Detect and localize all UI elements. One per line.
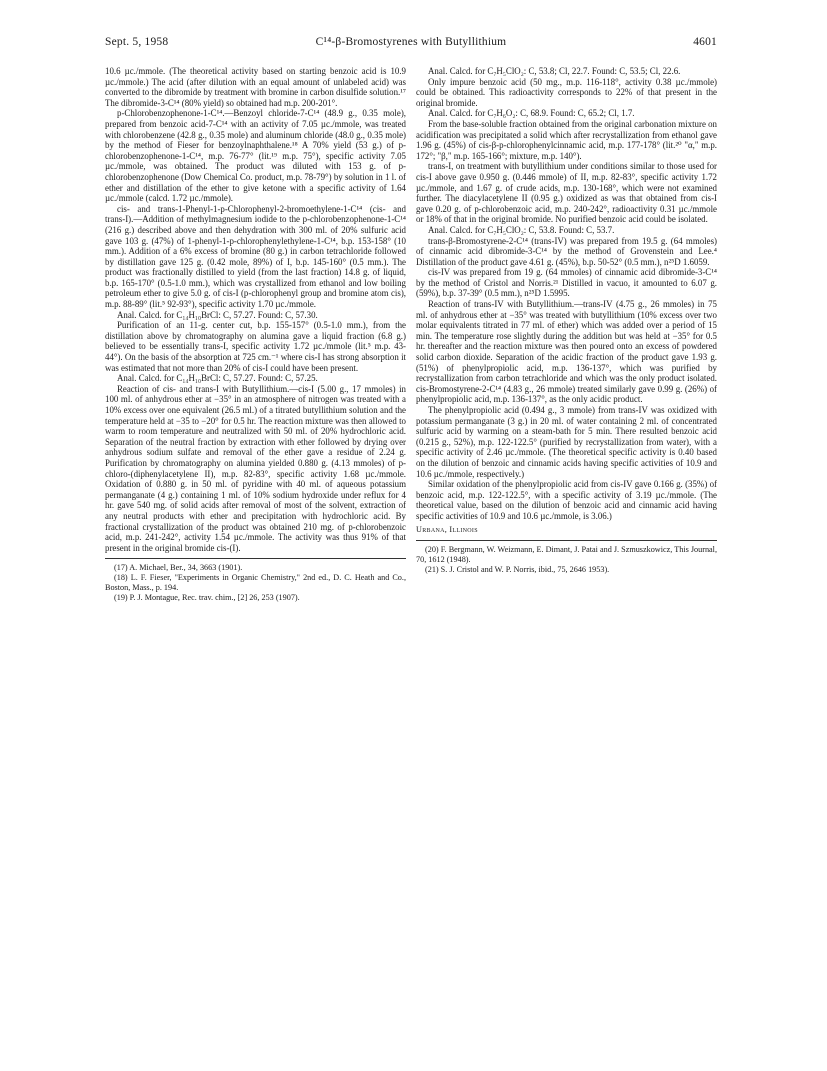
footnote-19: (19) P. J. Montague, Rec. trav. chim., [2] 26, 253 (1907). [114, 593, 300, 603]
paragraph-trans-I-treatment: trans-I, on treatment with butyllithium under conditions similar to those used for cis-I above gave 0.950 g. (0.446 mmole) of II, m.p. 82-83°, specific activity 1.72 µc./mmole, and 1.67 g. of crude acids, m.p. 130-168°, which were not examined further. The diacylacetylene II (0.95 g.) oxidized as was that obtained from cis-I gave 0.20 g. of p-chlorobenzoic acid, m.p. 240-242°, radioactivity 0.31 µc./mmole or 18% of that in the original bromide. No purified benzoic acid could be isolated. [416, 161, 717, 225]
paragraph-analysis-trans-I: Anal. Calcd. for C₁₄H₁₀BrCl: C, 57.27. Found: C, 57.25. [117, 373, 318, 384]
paragraph-phenylpropiolic-oxidation: The phenylpropiolic acid (0.494 g., 3 mmole) from trans-IV was oxidized with potassium permanganate (3 g.) in 20 ml. of water containing 2 ml. of concentrated sulfuric acid by warming on a steam-bath for 5 min. There resulted benzoic acid (0.215 g., 52%), m.p. 122-122.5° (purified by recrystallization from water), with a specific activity of 2.46 µc./mmole. (The theoretical specific activity is 0.40 based on the dilution of benzoic and cinnamic acids having specific activities of 10.9 and 10.6 µc./mmole, respectively.) [416, 405, 717, 479]
paragraph-impure-benzoic-acid: Only impure benzoic acid (50 mg., m.p. 116-118°, activity 0.38 µc./mmole) could be obtained. This radioactivity corresponds to 22% of that present in the original bromide. [416, 76, 717, 108]
paragraph-similar-oxidation: Similar oxidation of the phenylpropiolic acid from cis-IV gave 0.166 g. (35%) of benzoic acid, m.p. 122-122.5°, with a specific activity of 3.19 µc./mmole. (The theoretical value, based on the dilution of benzoic acid and cinnamic acid having specific activities of 10.9 and 10.6 µc./mmole, is 3.06.) [416, 479, 717, 521]
footnote-divider [416, 540, 717, 541]
footnote-17: (17) A. Michael, Ber., 34, 3663 (1901). [114, 563, 243, 573]
paragraph-chlorobenzophenone: p-Chlorobenzophenone-1-C¹⁴.—Benzoyl chloride-7-C¹⁴ (48.9 g., 0.35 mole), prepared from benzoic acid-7-C¹⁴ with an activity of 7.05 µc./mmole, was treated with chlorobenzene (42.8 g., 0.35 mole) and aluminum chloride (48.0 g., 0.35 mole) by the method of Fieser for benzoylnaphthalene.¹⁸ A 70% yield (53 g.) of p-chlorobenzophenone-1-C¹⁴, m.p. 76-77° (lit.¹⁹ m.p. 75°), specific activity 7.05 µc./mmole, was obtained. The product was diluted with 153 g. of p-chlorobenzophenone (Dow Chemical Co. product, m.p. 78-79°) by solution in 1 l. of ether and distillation of the ether to give ketone with a specific activity of 1.64 µc./mmole (calcd. 1.72 µc./mmole). [105, 108, 406, 204]
paragraph-analysis-cis-I: Anal. Calcd. for C₁₄H₁₀BrCl: C, 57.27. Found: C, 57.30. [117, 309, 318, 320]
left-column [105, 66, 406, 603]
paragraph-cis-IV: cis-IV was prepared from 19 g. (64 mmoles) of cinnamic acid dibromide-3-C¹⁴ by the method of Cristol and Norris.²¹ Distilled in vacuo, it amounted to 6.07 g. (59%), b.p. 37-39° (0.5 mm.), n²⁵D 1.5995. [416, 267, 717, 299]
paragraph-trans-I-purification: Purification of an 11-g. center cut, b.p. 155-157° (0.5-1.0 mm.), from the distillation above by chromatography on alumina gave a liquid fraction (6.8 g.) believed to be essentially trans-I, specific activity 1.72 µc./mmole (lit.⁵ m.p. 43-44°). On the basis of the absorption at 725 cm.⁻¹ where cis-I has strong absorption it was estimated that not more than 20% of cis-I could have been present. [105, 320, 406, 373]
signoff-location: Urbana, Illinois [416, 524, 478, 534]
paragraph-activity-continued: 10.6 µc./mmole. (The theoretical activity based on starting benzoic acid is 10.9 µc./mmole.) The acid (after dilution with an equal amount of unlabeled acid) was converted to the dibromide by treatment with bromine in carbon disulfide solution.¹⁷ The dibromide-3-C¹⁴ (80% yield) so obtained had m.p. 200-201°. [105, 66, 406, 108]
paragraph-reaction-trans-IV: Reaction of trans-IV with Butyllithium.—trans-IV (4.75 g., 26 mmoles) in 75 ml. of anhydrous ether at −35° was treated with butyllithium (10% excess over two molar equivalents titrated in 77 ml. of ether) which was added over a period of 15 min. The temperature rose slightly during the addition but was held at −35° for 0.5 hr. thereafter and the reaction mixture was then poured onto an excess of powdered solid carbon dioxide. Separation of the acidic fraction of the product gave 1.93 g. (51%) of phenylpropiolic acid, m.p. 136-137°, which was purified by recrystallization from carbon tetrachloride and which was the only product isolated. cis-Bromostyrene-2-C¹⁴ (4.83 g., 26 mmole) treated similarly gave 0.99 g. (26%) of phenylpropiolic acid, m.p. 136-137°, as the only acidic product. [416, 299, 717, 405]
paragraph-trans-bromostyrene: trans-β-Bromostyrene-2-C¹⁴ (trans-IV) was prepared from 19.5 g. (64 mmoles) of cinnamic acid dibromide-3-C¹⁴ by the method of Grovenstein and Lee.⁴ Distillation of the product gave 4.61 g. (45%), b.p. 50-52° (0.5 mm.), n²⁵D 1.6059. [416, 235, 717, 267]
running-title: C¹⁴-β-Bromostyrenes with Butyllithium [315, 36, 507, 48]
page-header [105, 36, 717, 52]
paragraph-analysis-benzoic: Anal. Calcd. for C₇H₆O₂: C, 68.9. Found: C, 65.2; Cl, 1.7. [428, 108, 635, 119]
page-number: 4601 [693, 36, 717, 48]
paragraph-cis-trans-I-preparation: cis- and trans-1-Phenyl-1-p-Chlorophenyl-2-bromoethylene-1-C¹⁴ (cis- and trans-I).—Addition of methylmagnesium iodide to the p-chlorobenzophenone-1-C¹⁴ (216 g.) described above and then dehydration with 300 ml. of 20% sulfuric acid gave 103 g. (47%) of 1-phenyl-1-p-chlorophenylethylene-1-C¹⁴, b.p. 153-158° (10 mm.). Addition of a 6% excess of bromine (80 g.) in carbon tetrachloride followed by distillation gave 125 g. (0.42 mole, 89%) of I, b.p. 145-160° (0.5 mm.). The product was fractionally distilled to yield (from the last fraction) 14.8 g. of liquid, b.p. 165-170° (0.5-1.0 mm.), which was crystallized from ethanol and low boiling petroleum ether to give 5.0 g. of cis-I (p-chlorophenyl group and bromine atom cis), m.p. 88-89° (lit.⁵ 92-93°), specific activity 1.70 µc./mmole. [105, 203, 406, 310]
footnote-divider [105, 558, 406, 559]
right-column [416, 66, 717, 575]
footnote-21: (21) S. J. Cristol and W. P. Norris, ibid., 75, 2646 1953). [425, 565, 610, 575]
footnote-20: (20) F. Bergmann, W. Weizmann, E. Dimant, J. Patai and J. Szmuszkowicz, This Journal, 70, 1612 (1948). [416, 545, 717, 565]
header-date: Sept. 5, 1958 [105, 36, 169, 48]
paragraph-reaction-with-butyllithium: Reaction of cis- and trans-I with Butyllithium.—cis-I (5.00 g., 17 mmoles) in 100 ml. of anhydrous ether at −35° in an atmosphere of nitrogen was treated with a 10% excess over one equivalent (26.5 ml.) of a titrated butyllithium solution and the temperature held at −35 to −20° for 0.5 hr. The reaction mixture was then allowed to warm to room temperature and neutralized with 50 ml. of 20% hydrochloric acid. Separation of the neutral fraction by extraction with ether followed by drying over anhydrous sodium sulfate and removal of the ether gave a residue of 2.24 g. Purification by chromatography on alumina yielded 0.880 g. (4.13 mmoles) of p-chloro-(diphenylacetylene II), m.p. 82-83°, specific activity 1.68 µc./mmole. Oxidation of 0.880 g. in 50 ml. of pyridine with 40 ml. of aqueous potassium permanganate (4 g.) containing 1 ml. of 10% sodium hydroxide under reflux for 4 hr. gave 540 mg. of solid acids after removal of most of the solvent, extraction of any neutral products with ether and precipitation with hydrochloric acid. By fractional crystallization of the product was obtained 210 mg. of p-chlorobenzoic acid, m.p. 241-242°, activity 1.54 µc./mmole. The activity was thus 91% of that present in the original bromide cis-(I). [105, 383, 406, 553]
paragraph-analysis-trans-product: Anal. Calcd. for C₇H₅ClO₂: C, 53.8. Found: C, 53.7. [428, 224, 615, 235]
footnote-18: (18) L. F. Fieser, "Experiments in Organic Chemistry," 2nd ed., D. C. Heath and Co., Boston, Mass., p. 194. [105, 573, 406, 593]
paragraph-base-soluble-fraction: From the base-soluble fraction obtained from the original carbonation mixture on acidification was precipitated a solid which after recrystallization from ethanol gave 1.96 g. (45%) of cis-β-p-chlorophenylcinnamic acid, m.p. 177-178° (lit.²⁰ "α," m.p. 172°; "β," m.p. 165-166°; mixture, m.p. 140°). [416, 118, 717, 161]
paragraph-analysis-chlorobenzoic: Anal. Calcd. for C₇H₅ClO₂: C, 53.8; Cl, 22.7. Found: C, 53.5; Cl, 22.6. [428, 66, 681, 76]
